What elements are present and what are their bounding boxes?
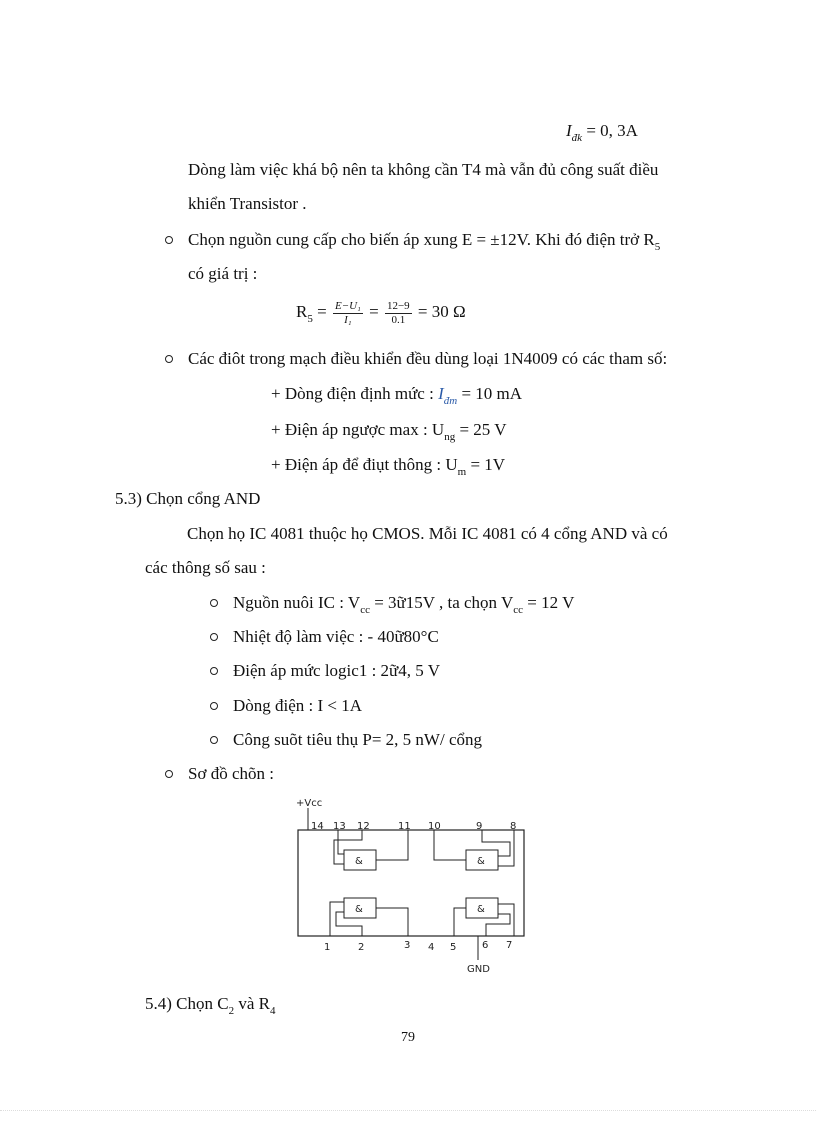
pin-label: 1 [324, 942, 331, 953]
bullet-icon [165, 355, 173, 363]
idm-subscript: đm [443, 395, 458, 407]
page-bottom-divider [0, 1110, 816, 1111]
bullet-icon [210, 633, 218, 641]
equals-sign: = [317, 302, 327, 321]
and-gate-symbol: & [477, 904, 485, 915]
section-heading-5-3: 5.3) Chọn cổng AND [115, 489, 261, 508]
idk-line [566, 120, 638, 144]
r5-formula-subscript: 5 [307, 313, 313, 325]
pin-label: 8 [510, 821, 517, 832]
r5-result: = 30 Ω [417, 302, 466, 321]
fraction-2-denominator: 0.1 [391, 313, 406, 326]
idk-value: = 0, 3A [586, 121, 638, 140]
spec-supply-label: Nguồn nuôi IC : V [233, 593, 361, 612]
bullet-icon [210, 736, 218, 744]
sub-item-1-label: + Dòng điện định mức : [271, 384, 434, 403]
idk-symbol: I [566, 121, 572, 140]
vcc-subscript: cc [513, 604, 524, 616]
sub-item-3-label: + Điện áp để điụt thông : U [271, 455, 458, 474]
pin-label: 4 [428, 942, 435, 953]
equals-sign: = [369, 302, 379, 321]
bullet-2: Các điôt trong mạch điều khiển đều dùng loại 1N4009 có các tham số: [188, 349, 668, 368]
bullet-icon [210, 702, 218, 710]
sub-item-3 [271, 454, 505, 478]
r5-subscript: 5 [654, 241, 661, 253]
page-number: 79 [401, 1030, 415, 1045]
paragraph-2a: Chọn họ IC 4081 thuộc họ CMOS. Mỗi IC 4081 có 4 cổng AND và có [187, 524, 668, 543]
spec-logic-level: Điện áp mức logic1 : 2ữ4, 5 V [233, 661, 440, 680]
pin-label: 12 [357, 821, 370, 832]
bullet-1-text: Chọn nguồn cung cấp cho biến áp xung E = ±12V. Khi đó điện trở R [188, 230, 655, 249]
and-gate-symbol: & [477, 856, 485, 867]
um-subscript: m [457, 466, 467, 478]
r5-symbol: R [296, 302, 308, 321]
heading-5-4-conjunction: và R [234, 994, 270, 1013]
vcc-subscript: cc [360, 604, 370, 616]
pin-label: 14 [311, 821, 324, 832]
r5-formula [296, 298, 466, 328]
paragraph-2b: các thông số sau : [145, 558, 266, 577]
pin-label: 9 [476, 821, 483, 832]
bullet-1-line-b: có giá trị : [188, 264, 258, 283]
spec-temperature: Nhiệt độ làm việc : - 40ữ80°C [233, 627, 439, 646]
c2-subscript: 2 [228, 1005, 235, 1017]
r4-subscript: 4 [269, 1005, 276, 1017]
sub-item-1 [271, 383, 522, 407]
fraction-1 [333, 300, 363, 327]
fraction-2-numerator: 12−9 [386, 299, 410, 312]
bullet-icon [165, 770, 173, 778]
pin-label: 6 [482, 940, 489, 951]
paragraph-1a: Dòng làm việc khá bộ nên ta không cần T4 mà vẫn đủ công suất điều [188, 160, 659, 179]
bullet-icon [210, 667, 218, 675]
bullet-3: Sơ đồ chõn : [188, 764, 274, 783]
and-gate-symbol: & [355, 904, 363, 915]
sub-item-2-value: = 25 V [459, 420, 507, 439]
pin-label: 11 [398, 821, 411, 832]
pin-label: 5 [450, 942, 457, 953]
sub-item-2-label: + Điện áp ngược max : U [271, 420, 445, 439]
bullet-icon [165, 236, 173, 244]
ic-package [298, 830, 524, 936]
bullet-icon [210, 599, 218, 607]
pin-label: 13 [333, 821, 346, 832]
spec-supply [233, 592, 574, 616]
paragraph-1b: khiển Transistor . [188, 194, 307, 213]
idm-symbol: I [438, 384, 444, 403]
bullet-1-line-a [188, 229, 660, 253]
ung-subscript: ng [444, 431, 456, 443]
vcc-label: +Vcc [296, 798, 323, 809]
section-heading-5-4 [145, 993, 275, 1017]
heading-5-4-text: 5.4) Chọn C [145, 994, 229, 1013]
idk-subscript: đk [571, 132, 583, 144]
spec-power: Công suõt tiêu thụ P= 2, 5 nW/ cổng [233, 730, 482, 749]
pin-label: 7 [506, 940, 513, 951]
fraction-1-denominator: I₁ [344, 313, 352, 326]
fraction-1-numerator: E−U₁ [334, 299, 361, 312]
gnd-label: GND [467, 964, 490, 975]
and-gate-symbol: & [355, 856, 363, 867]
spec-supply-range: = 3ữ15V , ta chọn V [374, 593, 514, 612]
spec-supply-value: = 12 V [527, 593, 575, 612]
fraction-2 [385, 300, 412, 327]
sub-item-2 [271, 419, 507, 443]
ic-4081-diagram [290, 792, 530, 982]
pin-label: 2 [358, 942, 365, 953]
sub-item-3-value: = 1V [470, 455, 506, 474]
pin-label: 3 [404, 940, 411, 951]
spec-current: Dòng điện : I < 1A [233, 696, 363, 715]
sub-item-1-value: = 10 mA [461, 384, 523, 403]
pin-label: 10 [428, 821, 441, 832]
